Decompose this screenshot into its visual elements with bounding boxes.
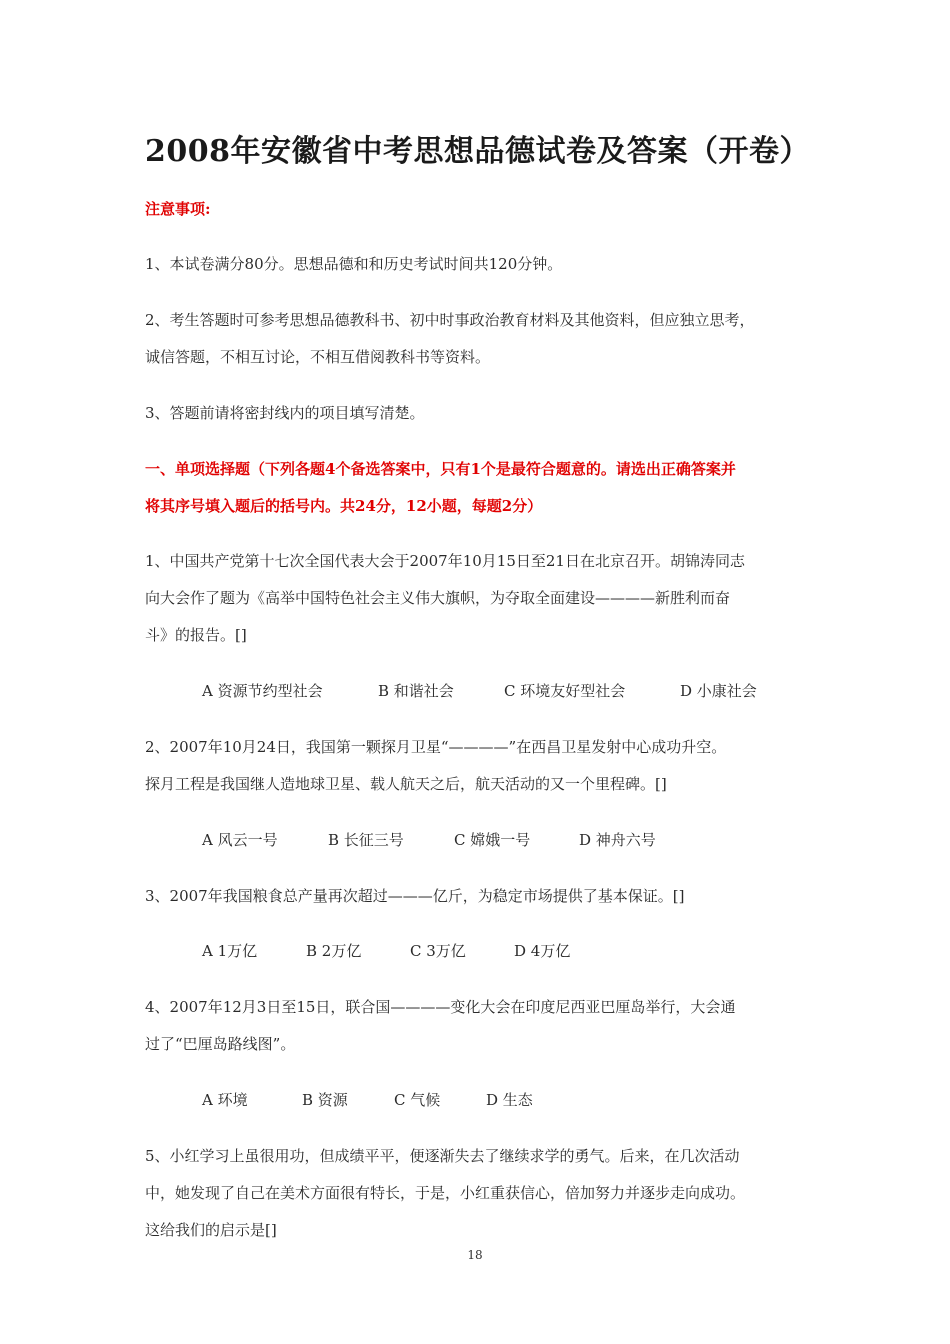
question-3-option-b: B 2万亿 — [306, 942, 362, 960]
question-5-line-3: 这给我们的启示是[] — [145, 1221, 277, 1239]
question-1-option-d: D 小康社会 — [680, 682, 757, 700]
question-4-line-1: 4、2007年12月3日至15日，联合国————变化大会在印度尼西亚巴厘岛举行，大会通 — [145, 998, 736, 1016]
question-4-options — [202, 1089, 533, 1110]
question-1-option-b: B 和谐社会 — [378, 682, 454, 700]
question-2-line-2: 探月工程是我国继人造地球卫星、载人航天之后，航天活动的又一个里程碑。[] — [145, 775, 667, 793]
page-number: 18 — [467, 1248, 483, 1262]
question-3-line-1: 3、2007年我国粮食总产量再次超过———亿斤，为稳定市场提供了基本保证。[] — [145, 887, 685, 905]
question-4-option-d: D 生态 — [486, 1091, 533, 1109]
question-3-option-c: C 3万亿 — [410, 942, 466, 960]
question-2-option-b: B 长征三号 — [328, 831, 404, 849]
question-2-line-1: 2、2007年10月24日，我国第一颗探月卫星“————”在西昌卫星发射中心成功升空。 — [145, 738, 727, 756]
question-3-options — [202, 940, 570, 961]
question-3-option-d: D 4万亿 — [514, 942, 571, 960]
notice-item-3: 3、答题前请将密封线内的项目填写清楚。 — [145, 404, 425, 422]
question-1-line-1: 1、中国共产党第十七次全国代表大会于2007年10月15日至21日在北京召开。胡锦涛同志 — [145, 552, 745, 570]
question-1-line-2: 向大会作了题为《高举中国特色社会主义伟大旗帜，为夺取全面建设————新胜利而奋 — [145, 589, 731, 607]
question-2-option-a: A 风云一号 — [202, 831, 278, 849]
question-5-line-1: 5、小红学习上虽很用功，但成绩平平，便逐渐失去了继续求学的勇气。后来，在几次活动 — [145, 1147, 740, 1165]
question-2-options — [202, 829, 656, 850]
page-title: 2008年安徽省中考思想品德试卷及答案（开卷） — [145, 134, 810, 169]
question-1-options — [202, 680, 757, 701]
notice-item-2-continued: 诚信答题，不相互讨论，不相互借阅教科书等资料。 — [145, 348, 491, 366]
notice-heading: 注意事项: — [145, 200, 211, 218]
question-4-line-2: 过了“巴厘岛路线图”。 — [145, 1035, 296, 1053]
question-4-option-b: B 资源 — [302, 1091, 348, 1109]
section-heading-line-2: 将其序号填入题后的括号内。共24分，12小题，每题2分） — [145, 497, 543, 515]
question-2-option-d: D 神舟六号 — [579, 831, 656, 849]
section-heading-line-1: 一、单项选择题（下列各题4个备选答案中，只有1个是最符合题意的。请选出正确答案并 — [145, 460, 736, 478]
question-4-option-a: A 环境 — [202, 1091, 248, 1109]
question-1-option-c: C 环境友好型社会 — [504, 682, 626, 700]
question-2-option-c: C 嫦娥一号 — [454, 831, 531, 849]
question-1-option-a: A 资源节约型社会 — [202, 682, 323, 700]
question-3-option-a: A 1万亿 — [202, 942, 258, 960]
question-4-option-c: C 气候 — [394, 1091, 441, 1109]
question-5-line-2: 中，她发现了自己在美术方面很有特长，于是，小红重获信心，倍加努力并逐步走向成功。 — [145, 1184, 746, 1202]
notice-item-1: 1、本试卷满分80分。思想品德和和历史考试时间共120分钟。 — [145, 255, 563, 273]
question-1-line-3: 斗》的报告。[] — [145, 626, 247, 644]
notice-item-2: 2、考生答题时可参考思想品德教科书、初中时事政治教育材料及其他资料，但应独立思考， — [145, 311, 755, 329]
